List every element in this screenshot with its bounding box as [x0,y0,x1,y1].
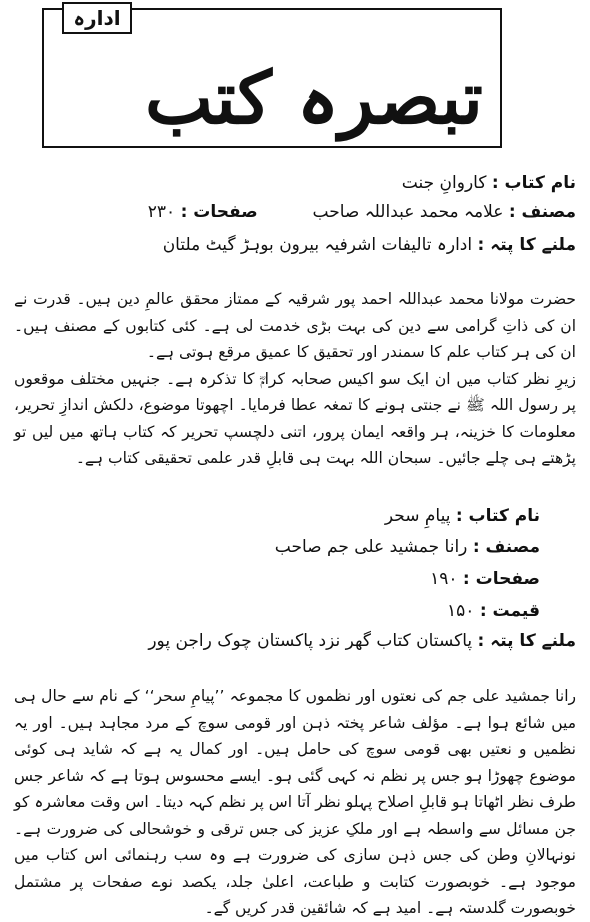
book1-address-row [163,234,576,256]
book1-review-paragraph: زیرِ نظر کتاب میں ان ایک سو اکیس صحابہ کرامؓ کا تذکرہ ہے۔ جنہیں مختلف موقعوں پر رسول اللہ ﷺ نے جنتی ہونے کا تمغہ عطا فرمایا۔ اچھوتا موضوع، دلکش اندازِ تحریر، معلومات کا خزینہ، ہر واقعہ ایمان پرور، اتنی دلچسپ تحریر کہ کتاب ہاتھ میں لیں تو پڑھتے ہی چلے جائیں۔ سبحان اللہ بہت ہی قابلِ قدر علمی تحقیقی کتاب ہے۔ [14,369,576,467]
book2-pages-row [430,568,540,590]
book2-address-label: ملنے کا پتہ : [477,631,576,651]
book2-name: پیامِ سحر [384,506,451,526]
book1-name-label: نام کتاب : [491,173,576,193]
book2-name-label: نام کتاب : [455,506,540,526]
book1-author-label: مصنف : [508,202,576,222]
department-label: ادارہ [62,2,132,34]
book1-author-row [148,201,576,223]
book1-review [14,286,576,472]
book2-price: ۱۵۰ [447,601,475,621]
book2-pages-label: صفحات : [462,569,540,589]
book2-author-row [275,536,540,558]
book2-address: پاکستان کتاب گھر نزد پاکستان چوک راجن پور [148,631,473,651]
book2-author: رانا جمشید علی جم صاحب [274,537,468,557]
book1-name-row [402,172,576,194]
book2-pages: ۱۹۰ [430,569,458,589]
book2-author-label: مصنف : [472,537,540,557]
book1-name: کاروانِ جنت [401,173,487,193]
book2-price-label: قیمت : [479,601,540,621]
book1-review-paragraph: حضرت مولانا محمد عبداللہ احمد پور شرقیہ کے ممتاز محقق عالمِ دین ہیں۔ قدرت نے ان کی ذاتِ گرامی سے دین کی بہت بڑی خدمت لی ہے۔ کئی کتابوں کے مصنف ہیں۔ ان کی ہر کتاب علم کا سمندر اور تحقیق کا عمیق مرقع ہوتی ہے۔ [14,290,576,361]
book1-address-label: ملنے کا پتہ : [477,235,576,255]
section-title: تبصرہ کتب [145,55,483,140]
book2-review-paragraph: رانا جمشید علی جم کی نعتوں اور نظموں کا مجموعہ ’’پیامِ سحر‘‘ کے نام سے حال ہی میں شائع ہوا ہے۔ مؤلف شاعر پختہ ذہن اور قومی سوچ کے مرد مجاہد ہیں۔ اور یہ نظمیں و نعتیں بھی قومی سوچ کی حامل ہیں۔ اور کمال یہ ہے کہ شاید ہی کوئی موضوع چھوڑا ہو جس پر نظم نہ کہی گئی ہو۔ ایسے محسوس ہوتا ہے کہ شاعر جس طرف نظر اٹھاتا ہو قابلِ اصلاح پہلو نظر آتا اس پر نظم کہہ دیتا۔ اس وقت معاشرہ کو جن مسائل سے واسطہ ہے اور ملکِ عزیز کی جس ترقی و خوشحالی کی ضرورت ہے۔ نونہالانِ وطن کی جس ذہن سازی کی ضرورت ہے وہ سب رہنمائی اس کتاب میں موجود ہے۔ خوبصورت کتابت و طباعت، اعلیٰ جلد، یکصد نوے صفحات پر مشتمل خوبصورت گلدستہ ہے۔ امید ہے کہ شائقین قدر کریں گے۔ [14,687,576,917]
book1-pages-label: صفحات : [180,202,258,222]
book2-name-row [385,505,540,527]
book2-address-row [148,630,576,652]
book1-address: ادارہ تالیفات اشرفیہ بیرون بوہڑ گیٹ ملتان [162,235,473,255]
book1-pages: ۲۳۰ [147,202,176,222]
book2-price-row [447,600,540,622]
book1-author: علامہ محمد عبداللہ صاحب [312,202,504,222]
book2-review [14,683,576,922]
